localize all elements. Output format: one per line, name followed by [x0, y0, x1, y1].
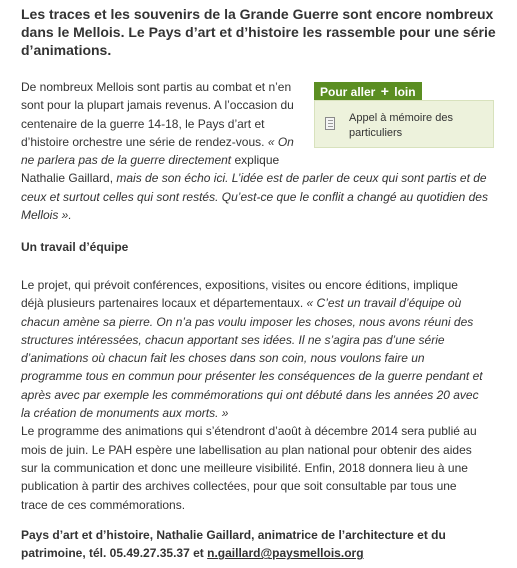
text-line: d’histoire orchestre une série de rendez-vous. « On	[21, 134, 294, 149]
text-line: trace de ces commémorations.	[21, 497, 186, 512]
text-line: sur la communication et donc une meilleure visibilité. Enfin, 2018 donnera lieu à une	[21, 460, 468, 475]
further-title-suffix: loin	[394, 85, 416, 99]
text-line: sont pour la plupart jamais revenus. A l’occasion du	[21, 98, 294, 113]
text-line: structures intéressées, chacun apportant ses idées. Il ne s’agira pas d’une série	[21, 332, 445, 347]
text-line: Le programme des animations qui s’étendront d’août à décembre 2014 sera publié au	[21, 424, 477, 439]
paragraph-2	[21, 276, 501, 514]
text-line: la création de monuments aux morts. »	[21, 406, 229, 421]
text-line: publication à partir des archives collectées, pour que soit consultable par tous une	[21, 479, 457, 494]
text-line: déjà plusieurs partenaires locaux et départementaux. « C’est un travail d’équipe où	[21, 296, 462, 311]
text-line: De nombreux Mellois sont partis au combat et n’en	[21, 80, 292, 94]
text-line: chacun amène sa pierre. On n’a pas voulu imposer les choses, nous avons réuni des	[21, 314, 474, 329]
text-line: ceux et surtout celles qui sont restés. Qu’est-ce que le conflit a changé au quotidien des	[21, 189, 488, 204]
article	[21, 5, 499, 59]
text-line: centenaire de la guerre 14-18, le Pays d’art et	[21, 116, 265, 131]
section-heading	[21, 238, 128, 256]
contact-line: Pays d’art et d’histoire, Nathalie Gaillard, animatrice de l’architecture et du	[21, 528, 446, 542]
email-link[interactable]: n.gaillard@paysmellois.org	[207, 546, 364, 561]
text-line: après avec par exemple les commémorations qui ont débuté dans les années 20 avec	[21, 387, 479, 402]
plus-icon: +	[380, 83, 389, 99]
paragraph-1	[21, 78, 501, 224]
text-line: Nathalie Gaillard, mais de son écho ici. L’idée est de parler de ceux qui sont partis et de	[21, 171, 487, 186]
contact-info	[21, 526, 501, 563]
article-intro: Les traces et les souvenirs de la Grande Guerre sont encore nombreux dans le Mellois. Le Pays d’art et d’histoire les rassemble pour une série d’animations.	[21, 6, 496, 58]
text-line: mois de juin. Le PAH espère une labellisation au plan national pour obtenir des aides	[21, 442, 472, 457]
text-line: ne parlera pas de la guerre directement explique	[21, 153, 280, 168]
text-line: d’animations où chacun fait les choses dans son coin, nous voulons faire un	[21, 351, 425, 366]
contact-line: patrimoine, tél. 05.49.27.35.37 et n.gaillard@paysmellois.org	[21, 546, 364, 561]
appel-memoire-link[interactable]: Appel à mémoire des particuliers	[349, 112, 453, 139]
further-title-prefix: Pour aller	[320, 85, 376, 99]
subheading-text: Un travail d’équipe	[21, 240, 129, 254]
text-line: Le projet, qui prévoit conférences, expositions, visites ou encore éditions, implique	[21, 278, 458, 292]
text-line: programme tous en commun pour présenter les conséquences de la guerre pendant et	[21, 369, 483, 384]
text-line: Mellois ».	[21, 208, 72, 223]
